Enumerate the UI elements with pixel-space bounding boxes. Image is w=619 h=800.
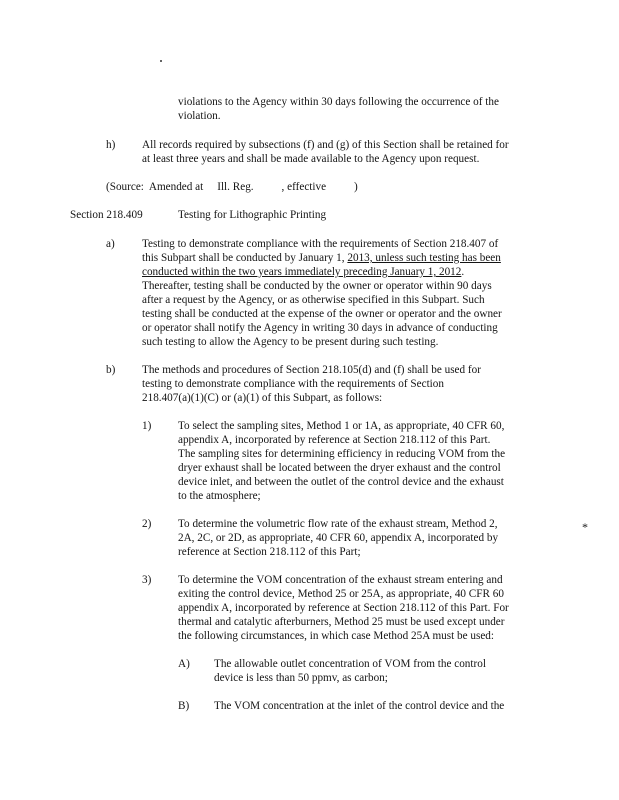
item-3-label: 3)	[142, 574, 152, 586]
item-3-text: To determine the VOM concentration of the exhaust stream entering and	[178, 574, 503, 586]
item-1-text: dryer exhaust shall be located between the dryer exhaust and the control	[178, 462, 501, 474]
margin-mark: *	[582, 520, 588, 534]
subsection-b-text: The methods and procedures of Section 218.105(d) and (f) shall be used for	[142, 364, 481, 376]
item-1-text: to the atmosphere;	[178, 490, 261, 502]
subsection-b-text: 218.407(a)(1)(C) or (a)(1) of this Subpart, as follows:	[142, 392, 383, 404]
subsection-a-text: testing shall be conducted at the expense of the owner or operator and the owner	[142, 308, 502, 320]
continued-text-line: violations to the Agency within 30 days following the occurrence of the	[178, 96, 499, 108]
subsection-a-text: or operator shall notify the Agency in writing 30 days in advance of conducting	[142, 322, 498, 334]
item-3-text: exiting the control device, Method 25 or 25A, as appropriate, 40 CFR 60	[178, 588, 504, 600]
item-1-text: The sampling sites for determining efficiency in reducing VOM from the	[178, 448, 506, 460]
text-underlined-amendment: conducted within the two years immediately preceding January 1, 2012	[142, 266, 462, 278]
item-1-text: appendix A, incorporated by reference at Section 218.112 of this Part.	[178, 434, 491, 446]
item-1-text: device inlet, and between the outlet of the control device and the exhaust	[178, 476, 504, 488]
text-plain: this Subpart shall be conducted by January 1,	[142, 252, 348, 264]
subitem-A-text: The allowable outlet concentration of VOM from the control	[214, 658, 486, 670]
subsection-h-label: h)	[106, 139, 116, 151]
subsection-b-label: b)	[106, 364, 116, 376]
item-2-text: 2A, 2C, or 2D, as appropriate, 40 CFR 60, appendix A, incorporated by	[178, 532, 499, 544]
subitem-A-text: device is less than 50 ppmv, as carbon;	[214, 672, 388, 684]
text-underlined-amendment: 2013, unless such testing has been	[347, 252, 501, 264]
item-2-text: To determine the volumetric flow rate of the exhaust stream, Method 2,	[178, 518, 498, 530]
section-title: Testing for Lithographic Printing	[178, 209, 327, 221]
item-3-text: the following circumstances, in which case Method 25A must be used:	[178, 630, 494, 642]
subsection-a-text: such testing to allow the Agency to be present during such testing.	[142, 336, 439, 348]
subsection-a-text	[142, 251, 501, 265]
item-3-text: thermal and catalytic afterburners, Method 25 must be used except under	[178, 616, 505, 628]
text-plain: .	[461, 266, 465, 278]
subsection-a-text: Thereafter, testing shall be conducted by the owner or operator within 90 days	[142, 280, 492, 292]
item-2-label: 2)	[142, 518, 152, 530]
subitem-B-text: The VOM concentration at the inlet of the control device and the	[214, 700, 505, 712]
item-1-label: 1)	[142, 420, 152, 432]
section-number: Section 218.409	[70, 209, 143, 221]
subitem-A-label: A)	[178, 658, 190, 670]
item-2-text: reference at Section 218.112 of this Part;	[178, 546, 361, 558]
subsection-h-text: All records required by subsections (f) and (g) of this Section shall be retained for	[142, 139, 509, 151]
continued-text-line: violation.	[178, 110, 221, 122]
item-1-text: To select the sampling sites, Method 1 or 1A, as appropriate, 40 CFR 60,	[178, 420, 505, 432]
subsection-a-text	[142, 265, 464, 279]
subsection-a-text: after a request by the Agency, or as otherwise specified in this Subpart. Such	[142, 294, 485, 306]
subsection-h-text: at least three years and shall be made available to the Agency upon request.	[142, 153, 480, 165]
subsection-a-text: Testing to demonstrate compliance with the requirements of Section 218.407 of	[142, 238, 499, 250]
scan-speck	[160, 60, 162, 62]
subitem-B-label: B)	[178, 700, 190, 712]
subsection-b-text: testing to demonstrate compliance with the requirements of Section	[142, 378, 444, 390]
source-note: (Source: Amended at Ill. Reg. , effective )	[106, 181, 358, 193]
subsection-a-label: a)	[106, 238, 115, 250]
item-3-text: appendix A, incorporated by reference at Section 218.112 of this Part. For	[178, 602, 509, 614]
